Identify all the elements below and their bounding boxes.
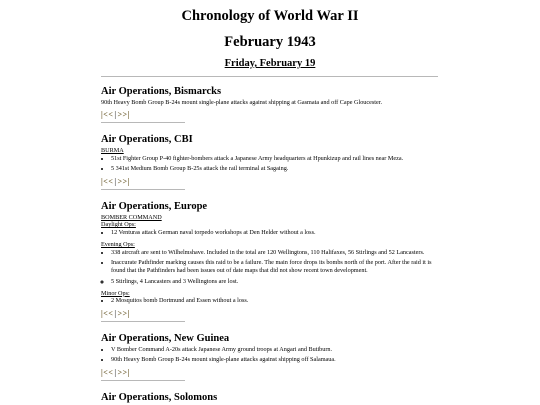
section-new-guinea — [101, 333, 441, 381]
nav-links — [101, 110, 441, 120]
list-item: ◦ 5 Stirlings, 4 Lancasters and 3 Wellingtons are lost. — [111, 278, 441, 286]
forward-link[interactable]: >>| — [117, 110, 130, 120]
section-europe — [101, 201, 441, 322]
list-item: • Inaccurate Pathfinder marking causes this raid to be a failure. The main force drops its bombs north of the port. After the raid it is found that the Pathfinders had been issues out of date maps that did not show recent town development. — [111, 259, 441, 275]
section-text: 90th Heavy Bomb Group B-24s mount single-plane attacks against shipping at Gasmata and off Cape Gloucester. — [101, 98, 383, 106]
section-divider — [101, 380, 185, 381]
list-item: • 90th Heavy Bomb Group B-24s mount single-plane attacks against shipping off Salamaua. — [111, 356, 441, 364]
back-link[interactable]: |<< — [101, 368, 114, 378]
section-title: Air Operations, Solomons — [101, 392, 218, 404]
item-list — [101, 297, 441, 305]
section-title: Air Operations, CBI — [101, 134, 193, 146]
section-divider — [101, 189, 185, 190]
section-title: Air Operations, Europe — [101, 201, 208, 213]
chronology-content — [101, 86, 441, 405]
evening-label: Evening Ops: — [101, 240, 135, 248]
item-list — [101, 346, 441, 365]
subheading: BOMBER COMMAND — [101, 213, 162, 221]
section-solomons — [101, 392, 441, 404]
sub-item-list — [101, 278, 441, 286]
back-link[interactable]: |<< — [101, 309, 114, 319]
back-link[interactable]: |<< — [101, 177, 114, 187]
nav-links — [101, 309, 441, 319]
list-item: • 5 341st Medium Bomb Group B-25s attack the rail terminal at Sagaing. — [111, 165, 441, 173]
nav-links — [101, 177, 441, 187]
section-cbi — [101, 134, 441, 190]
item-list — [101, 229, 441, 237]
subheading: BURMA — [101, 146, 124, 154]
section-divider — [101, 321, 185, 322]
forward-link[interactable]: >>| — [117, 177, 130, 187]
page-title: Chronology of World War II — [181, 8, 359, 24]
nav-separator: | — [114, 309, 117, 319]
section-title: Air Operations, Bismarcks — [101, 86, 222, 97]
nav-separator: | — [114, 368, 117, 378]
list-item: • 338 aircraft are sent to Wilhelmshave. Included in the total are 120 Wellingtons, 110 Halifaxes, 56 Stirlings and 52 Lancasters. — [111, 249, 441, 257]
daylight-label: Daylight Ops: — [101, 221, 136, 229]
back-link[interactable]: |<< — [101, 110, 114, 120]
nav-separator: | — [114, 110, 117, 120]
divider — [101, 76, 438, 77]
item-list — [101, 249, 441, 275]
section-title: Air Operations, New Guinea — [101, 333, 230, 345]
forward-link[interactable]: >>| — [117, 368, 130, 378]
section-divider — [101, 122, 185, 123]
nav-links — [101, 368, 441, 378]
item-list — [101, 155, 441, 174]
minor-label: Minor Ops: — [101, 289, 130, 297]
list-item: • 51st Fighter Group P-40 fighter-bombers attack a Japanese Army headquarters at Hpunkizup and rail lines near Meza. — [111, 155, 441, 163]
date-link[interactable]: Friday, February 19 — [224, 58, 316, 69]
list-item: • V Bomber Command A-20s attack Japanese Army ground troops at Angari and Butiburn. — [111, 346, 441, 354]
month-heading: February 1943 — [224, 34, 316, 50]
forward-link[interactable]: >>| — [117, 309, 130, 319]
section-bismarcks — [101, 86, 441, 123]
list-item: • 12 Venturas attack German naval torpedo workshops at Den Helder without a loss. — [111, 229, 441, 237]
nav-separator: | — [114, 177, 117, 187]
list-item: • 2 Mosquitos bomb Dortmund and Essen without a loss. — [111, 297, 441, 305]
